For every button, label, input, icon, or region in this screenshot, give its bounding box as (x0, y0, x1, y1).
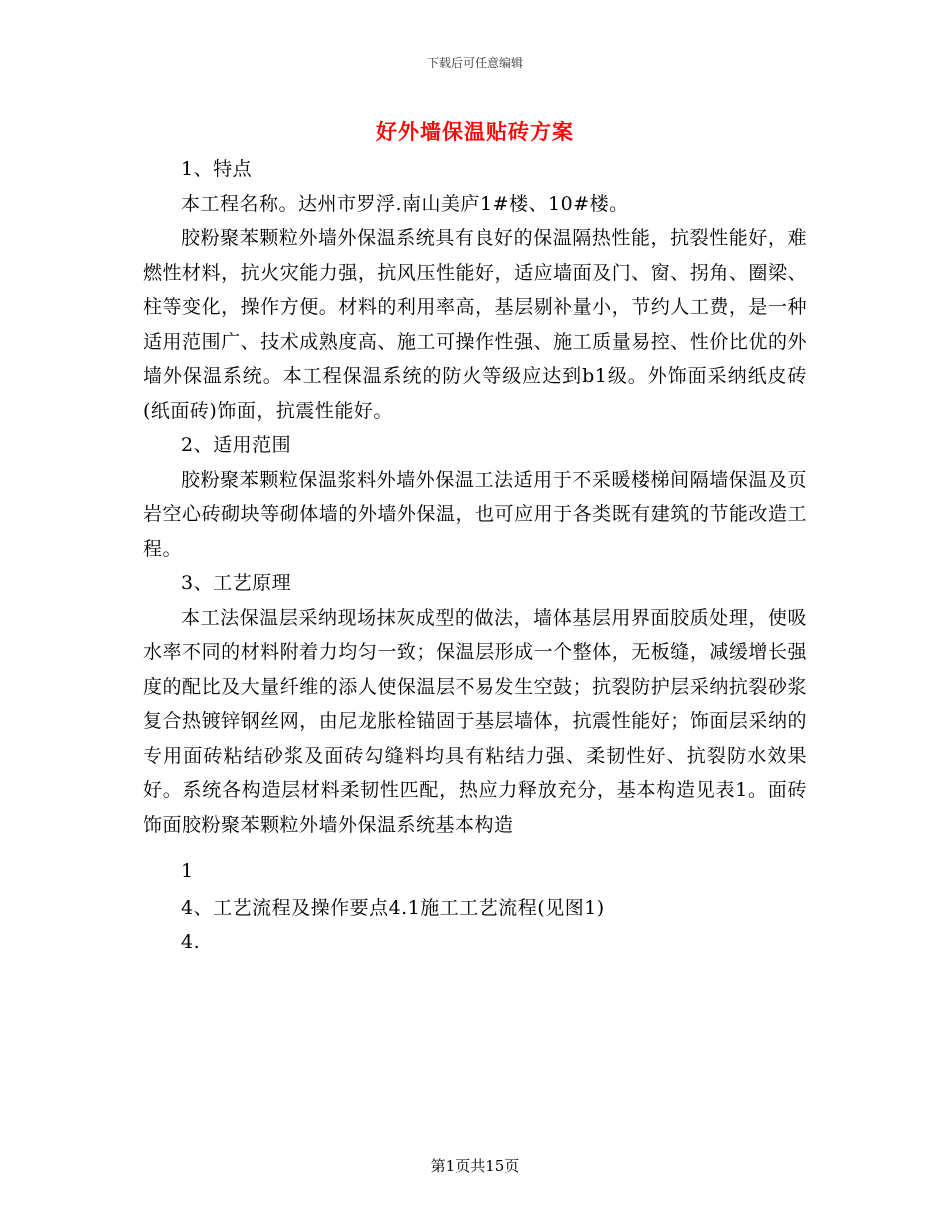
header-note: 下载后可任意编辑 (426, 56, 523, 70)
paragraph-principle-detail: 本工法保温层采纳现场抹灰成型的做法，墙体基层用界面胶质处理，使吸水率不同的材料附着力均匀一致；保温层形成一个整体，无板缝，减缓增长强度的配比及大量纤维的添人使保温层不易发生空鼓；抗裂防护层采纳抗裂砂浆复合热镀锌钢丝网，由尼龙胀栓锚固于基层墙体，抗震性能好；饰面层采纳的专用面砖粘结砂浆及面砖勾缝料均具有粘结力强、柔韧性好、抗裂防水效果好。系统各构造层材料柔韧性匹配，热应力释放充分，基本构造见表1。面砖饰面胶粉聚苯颗粒外墙外保温系统基本构造 (143, 606, 807, 836)
paragraph-section-four-stub: 4. (181, 931, 201, 953)
document-body (143, 152, 807, 960)
section-heading-features: 1、特点 (181, 158, 253, 180)
section-heading-principle: 3、工艺原理 (181, 572, 292, 594)
paragraph-table-ref: 1 (181, 860, 194, 882)
document-title: 好外墙保温贴砖方案 (376, 119, 574, 144)
page-footer: 第1页共15页 (430, 1157, 520, 1175)
paragraph-scope-detail: 胶粉聚苯颗粒保温浆料外墙外保温工法适用于不采暖楼梯间隔墙保温及页岩空心砖砌块等砌体墙的外墙外保温，也可应用于各类既有建筑的节能改造工程。 (143, 468, 807, 560)
paragraph-project-name: 本工程名称。达州市罗浮.南山美庐1#楼、10#楼。 (181, 192, 629, 215)
section-heading-process: 4、工艺流程及操作要点4.1施工工艺流程(见图1) (181, 896, 605, 919)
section-heading-scope: 2、适用范围 (181, 434, 292, 456)
paragraph-features-detail: 胶粉聚苯颗粒外墙外保温系统具有良好的保温隔热性能，抗裂性能好，难燃性材料，抗火灾能力强，抗风压性能好，适应墙面及门、窗、拐角、圈梁、柱等变化，操作方便。材料的利用率高，基层剔补量小，节约人工费，是一种适用范围广、技术成熟度高、施工可操作性强、施工质量易控、性价比优的外墙外保温系统。本工程保温系统的防火等级应达到b1级。外饰面采纳纸皮砖(纸面砖)饰面，抗震性能好。 (143, 227, 807, 422)
